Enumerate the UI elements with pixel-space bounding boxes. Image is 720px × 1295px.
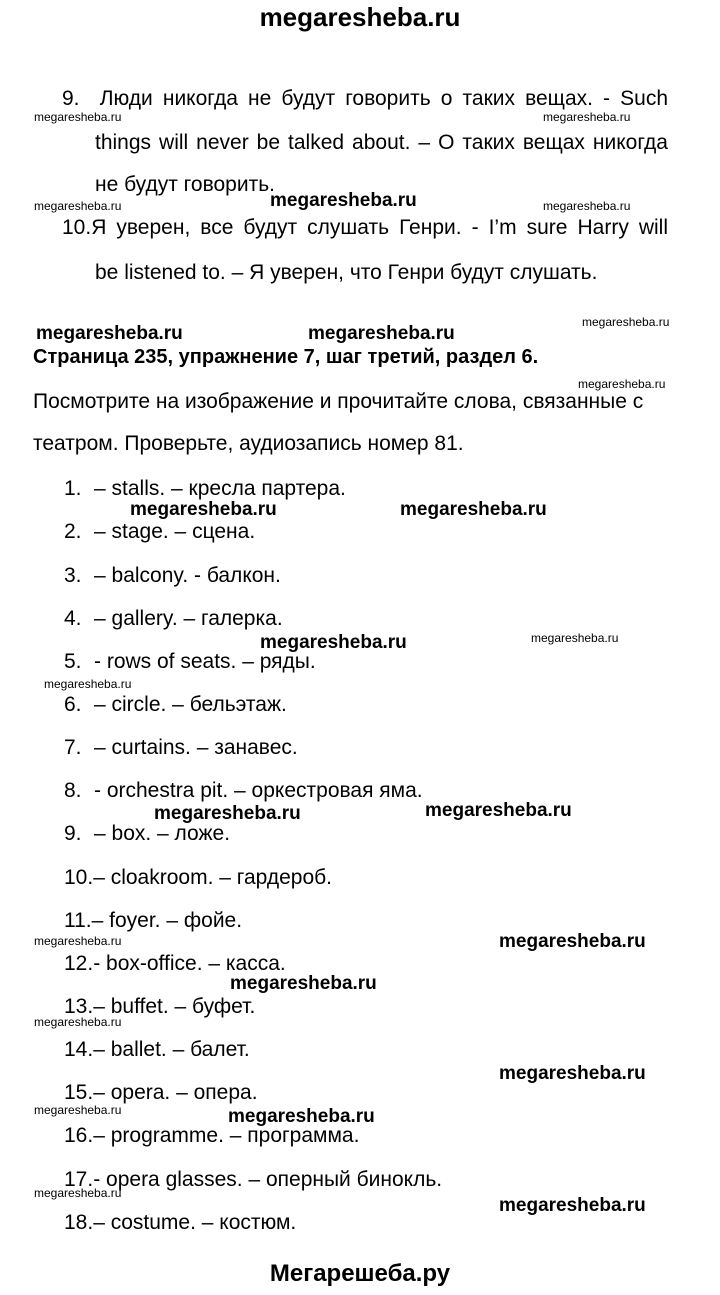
watermark: megaresheba.ru bbox=[230, 973, 377, 994]
watermark: megaresheba.ru bbox=[34, 199, 122, 213]
vocab-number: 11. bbox=[64, 909, 92, 932]
vocab-text: - rows of seats. – ряды. bbox=[94, 650, 316, 673]
vocab-number: 16. bbox=[64, 1124, 94, 1147]
vocab-item-18 bbox=[64, 1211, 296, 1235]
watermark: megaresheba.ru bbox=[578, 377, 666, 391]
watermark: megaresheba.ru bbox=[425, 800, 572, 821]
vocab-text: – curtains. – занавес. bbox=[94, 736, 298, 759]
vocab-text: - box-office. – касса. bbox=[93, 952, 286, 975]
vocab-item-11 bbox=[64, 909, 242, 933]
vocab-text: - orchestra pit. – оркестровая яма. bbox=[94, 779, 423, 802]
watermark: megaresheba.ru bbox=[499, 931, 646, 952]
site-footer: Мегарешеба.ру bbox=[269, 1260, 451, 1287]
watermark: megaresheba.ru bbox=[400, 499, 547, 520]
vocab-number: 4. bbox=[64, 607, 82, 630]
instruction-line-1: Посмотрите на изображение и прочитайте слова, связанные с bbox=[33, 390, 644, 413]
vocab-number: 18. bbox=[64, 1211, 94, 1234]
vocab-text: – costume. – костюм. bbox=[93, 1211, 297, 1234]
section-heading: Страница 235, упражнение 7, шаг третий, раздел 6. bbox=[33, 346, 539, 368]
vocab-text: – stalls. – кресла партера. bbox=[94, 477, 346, 500]
vocab-text: – stage. – сцена. bbox=[94, 520, 256, 543]
sentence-9-line-3: не будут говорить. bbox=[95, 173, 275, 196]
vocab-number: 1. bbox=[64, 477, 82, 500]
vocab-text: – cloakroom. – гардероб. bbox=[93, 866, 332, 889]
site-header: megaresheba.ru bbox=[259, 2, 461, 32]
sentence-9-line-1 bbox=[62, 87, 668, 111]
watermark: megaresheba.ru bbox=[543, 110, 631, 124]
watermark: megaresheba.ru bbox=[36, 323, 183, 344]
vocab-number: 9. bbox=[64, 822, 82, 845]
vocab-number: 7. bbox=[64, 736, 82, 759]
watermark: megaresheba.ru bbox=[34, 1103, 122, 1117]
sentence-10-number: 10. bbox=[62, 216, 92, 239]
watermark: megaresheba.ru bbox=[34, 934, 122, 948]
watermark: megaresheba.ru bbox=[270, 190, 417, 211]
vocab-item-4 bbox=[64, 607, 283, 631]
vocab-item-7 bbox=[64, 736, 298, 760]
watermark: megaresheba.ru bbox=[499, 1195, 646, 1216]
vocab-text: – circle. – бельэтаж. bbox=[94, 693, 287, 716]
watermark: megaresheba.ru bbox=[130, 499, 277, 520]
sentence-10-line-2: be listened to. – Я уверен, что Генри будут слушать. bbox=[95, 261, 598, 284]
vocab-item-3 bbox=[64, 564, 281, 588]
vocab-number: 5. bbox=[64, 650, 82, 673]
vocab-number: 2. bbox=[64, 520, 82, 543]
watermark: megaresheba.ru bbox=[582, 315, 670, 329]
vocab-text: – gallery. – галерка. bbox=[94, 607, 283, 630]
vocab-item-14 bbox=[64, 1038, 250, 1062]
watermark: megaresheba.ru bbox=[44, 677, 132, 691]
watermark: megaresheba.ru bbox=[154, 803, 301, 824]
vocab-number: 15. bbox=[64, 1081, 94, 1104]
sentence-9-line-2: things will never be talked about. – О таких вещах никогда bbox=[95, 131, 668, 154]
watermark: megaresheba.ru bbox=[308, 323, 455, 344]
vocab-text: – ballet. – балет. bbox=[93, 1038, 250, 1061]
vocab-item-15 bbox=[64, 1081, 258, 1105]
vocab-number: 17. bbox=[64, 1168, 94, 1191]
watermark: megaresheba.ru bbox=[34, 1015, 122, 1029]
vocab-item-10 bbox=[64, 866, 332, 890]
vocab-item-8 bbox=[64, 779, 423, 803]
vocab-number: 3. bbox=[64, 564, 82, 587]
vocab-text: – balcony. - балкон. bbox=[94, 564, 281, 587]
vocab-number: 10. bbox=[64, 866, 94, 889]
instruction-line-2: театром. Проверьте, аудиозапись номер 81. bbox=[33, 432, 464, 455]
vocab-number: 14. bbox=[64, 1038, 94, 1061]
vocab-text: - opera glasses. – оперный бинокль. bbox=[93, 1168, 443, 1191]
vocab-item-6 bbox=[64, 693, 287, 717]
vocab-text: – foyer. – фойе. bbox=[91, 909, 243, 932]
watermark: megaresheba.ru bbox=[34, 110, 122, 124]
vocab-item-9 bbox=[64, 822, 230, 846]
watermark: megaresheba.ru bbox=[531, 631, 619, 645]
sentence-10-text-1: Я уверен, все будут слушать Генри. - I’m sure Harry will bbox=[91, 216, 668, 239]
vocab-item-2 bbox=[64, 520, 255, 544]
vocab-number: 6. bbox=[64, 693, 82, 716]
vocab-text: – box. – ложе. bbox=[94, 822, 231, 845]
vocab-number: 12. bbox=[64, 952, 94, 975]
watermark: megaresheba.ru bbox=[499, 1063, 646, 1084]
vocab-text: – programme. – программа. bbox=[93, 1124, 360, 1147]
watermark: megaresheba.ru bbox=[260, 632, 407, 653]
watermark: megaresheba.ru bbox=[543, 199, 631, 213]
vocab-text: – opera. – опера. bbox=[93, 1081, 258, 1104]
watermark: megaresheba.ru bbox=[228, 1106, 375, 1127]
vocab-text: – buffet. – буфет. bbox=[93, 995, 256, 1018]
vocab-number: 8. bbox=[64, 779, 82, 802]
vocab-item-1 bbox=[64, 477, 346, 501]
sentence-10-line-1 bbox=[62, 216, 668, 240]
watermark: megaresheba.ru bbox=[34, 1186, 122, 1200]
vocab-number: 13. bbox=[64, 995, 94, 1018]
sentence-9-text-1: Люди никогда не будут говорить о таких вещах. - Such bbox=[99, 87, 669, 110]
sentence-9-number: 9. bbox=[62, 87, 80, 110]
